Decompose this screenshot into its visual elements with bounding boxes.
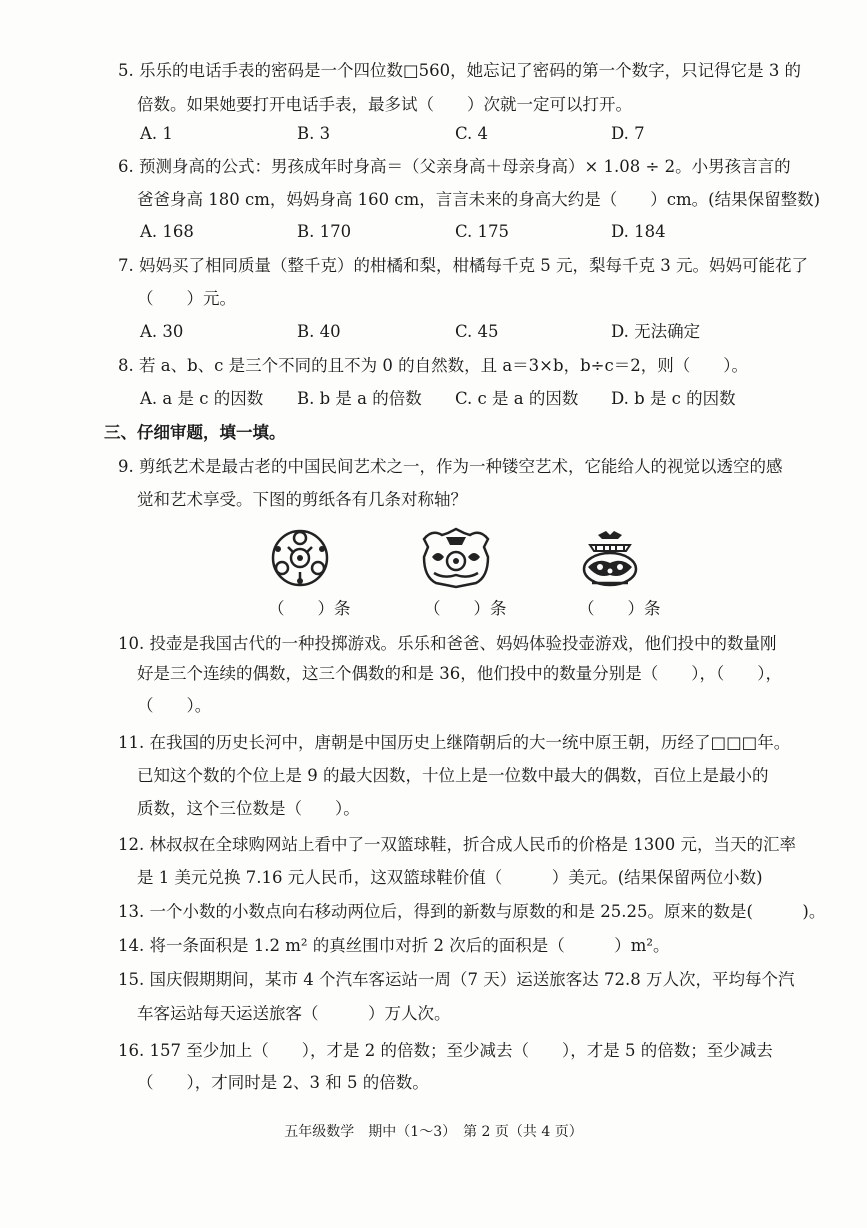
q6-option-c: C. 175 xyxy=(455,222,510,241)
q8-option-a: A. a 是 c 的因数 xyxy=(140,389,264,408)
q6-option-b: B. 170 xyxy=(297,222,352,241)
q16-line2: （ ），才同时是 2、3 和 5 的倍数。 xyxy=(137,1073,429,1092)
q7-line1: 7. 妈妈买了相同质量（整千克）的柑橘和梨，柑橘每千克 5 元，梨每千克 3 元。妈妈可能花了 xyxy=(118,256,808,275)
q16-line1: 16. 157 至少加上（ ），才是 2 的倍数；至少减去（ ），才是 5 的倍数；至少减去 xyxy=(118,1041,773,1060)
q10-line1: 10. 投壶是我国古代的一种投掷游戏。乐乐和爸爸、妈妈体验投壶游戏，他们投中的数量刚 xyxy=(118,634,777,653)
q9-blank-3[interactable]: （ ）条 xyxy=(578,599,661,618)
q9-blank-1[interactable]: （ ）条 xyxy=(268,599,351,618)
q8-line1: 8. 若 a、b、c 是三个不同的且不为 0 的自然数，且 a＝3×b，b÷c＝2，则（ ）。 xyxy=(118,356,748,375)
q6-option-a: A. 168 xyxy=(140,222,194,241)
q15-line2: 车客运站每天运送旅客（ ）万人次。 xyxy=(137,1004,451,1023)
q11-line1: 11. 在我国的历史长河中，唐朝是中国历史上继隋朝后的大一统中原王朝，历经了□□□年。 xyxy=(118,733,791,752)
q5-option-d: D. 7 xyxy=(611,124,645,143)
section-3-heading: 三、仔细审题，填一填。 xyxy=(104,423,286,442)
page-footer: 五年级数学 期中（1～3） 第 2 页（共 4 页） xyxy=(284,1124,583,1140)
q9-line2: 觉和艺术享受。下图的剪纸各有几条对称轴？ xyxy=(137,490,467,509)
q8-option-c: C. c 是 a 的因数 xyxy=(455,389,579,408)
q6-line1: 6. 预测身高的公式：男孩成年时身高＝（父亲身高＋母亲身高）× 1.08 ÷ 2。小男孩言言的 xyxy=(118,157,791,176)
q5-option-b: B. 3 xyxy=(297,124,331,143)
q12-line1: 12. 林叔叔在全球购网站上看中了一双篮球鞋，折合成人民币的价格是 1300 元，当天的汇率 xyxy=(118,835,796,854)
q6-option-d: D. 184 xyxy=(611,222,666,241)
q5-option-c: C. 4 xyxy=(455,124,489,143)
papercut-figure-3 xyxy=(578,527,642,589)
q7-option-d: D. 无法确定 xyxy=(611,322,701,341)
q7-line2: （ ）元。 xyxy=(137,289,236,308)
q8-option-d: D. b 是 c 的因数 xyxy=(611,389,736,408)
q13-line1: 13. 一个小数的小数点向右移动两位后，得到的新数与原数的和是 25.25。原来的数是( )。 xyxy=(118,902,826,921)
q10-line3: （ ）。 xyxy=(137,696,212,715)
q5-line1: 5. 乐乐的电话手表的密码是一个四位数□560，她忘记了密码的第一个数字，只记得它是 3 的 xyxy=(118,61,802,80)
q10-line2: 好是三个连续的偶数，这三个偶数的和是 36，他们投中的数量分别是（ ），（ ）， xyxy=(137,664,782,683)
q12-line2: 是 1 美元兑换 7.16 元人民币，这双篮球鞋价值（ ）美元。(结果保留两位小数) xyxy=(137,868,763,887)
q14-line1: 14. 将一条面积是 1.2 m² 的真丝围巾对折 2 次后的面积是（ ）m²。 xyxy=(118,936,670,955)
q15-line1: 15. 国庆假期期间，某市 4 个汽车客运站一周（7 天）运送旅客达 72.8 万人次，平均每个汽 xyxy=(118,970,795,989)
papercut-figure-1 xyxy=(268,527,332,589)
q9-blank-2[interactable]: （ ）条 xyxy=(424,599,507,618)
q11-line2: 已知这个数的个位上是 9 的最大因数，十位上是一位数中最大的偶数，百位上是最小的 xyxy=(137,766,769,785)
q5-line2: 倍数。如果她要打开电话手表，最多试（ ）次就一定可以打开。 xyxy=(137,95,632,114)
papercut-figure-2 xyxy=(418,527,494,589)
q9-line1: 9. 剪纸艺术是最古老的中国民间艺术之一，作为一种镂空艺术，它能给人的视觉以透空的感 xyxy=(118,457,783,476)
q7-option-b: B. 40 xyxy=(297,322,341,341)
q8-option-b: B. b 是 a 的倍数 xyxy=(297,389,422,408)
q6-line2: 爸爸身高 180 cm，妈妈身高 160 cm，言言未来的身高大约是（ ）cm。(结果保留整数) xyxy=(137,190,821,209)
q7-option-a: A. 30 xyxy=(140,322,184,341)
q7-option-c: C. 45 xyxy=(455,322,499,341)
q5-option-a: A. 1 xyxy=(140,124,173,143)
q11-line3: 质数，这个三位数是（ ）。 xyxy=(137,799,360,818)
